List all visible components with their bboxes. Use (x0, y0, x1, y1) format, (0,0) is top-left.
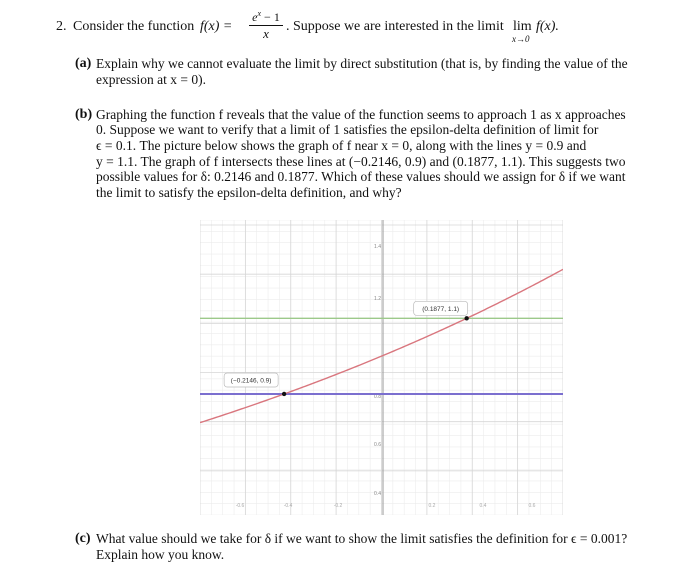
x-tick-label: 0.6 (528, 503, 536, 509)
x-tick-label: 0.4 (479, 503, 487, 509)
part-b-line-6: the limit to satisfy the epsilon-delta definition, and why? (96, 185, 402, 200)
intersection-point (282, 392, 286, 396)
part-a-line-1: Explain why we cannot evaluate the limit by direct substitution (that is, by finding the value of the (96, 56, 628, 71)
part-c-label: (c) (75, 531, 91, 546)
function-lhs: f(x) = (200, 19, 233, 34)
part-c-line-2: Explain how you know. (96, 547, 225, 562)
part-a-line-2: expression at x = 0). (96, 72, 206, 87)
limit-function: f(x). (536, 19, 559, 34)
problem-number: 2. (56, 19, 67, 34)
function-fraction (247, 8, 285, 42)
y-tick-label: 1.4 (374, 244, 381, 250)
x-tick-label: -0.2 (333, 503, 343, 509)
part-b-label: (b) (75, 107, 93, 122)
point-label: (−0.2146, 0.9) (230, 377, 272, 385)
part-c-line-1: What value should we take for δ if we want to show the limit satisfies the definition for ϵ = 0.001? (96, 531, 628, 546)
x-tick-label: -0.6 (235, 503, 245, 509)
problem-intro-continued: . Suppose we are interested in the limit (286, 19, 504, 34)
y-tick-label: 0.6 (374, 442, 381, 448)
part-b-line-3: ϵ = 0.1. The picture below shows the graph of f near x = 0, along with the lines y = 0.9 and (96, 138, 587, 153)
part-b-line-1: Graphing the function f reveals that the value of the function seems to approach 1 as x approaches (96, 107, 626, 122)
fraction-denominator: x (263, 26, 269, 41)
problem-intro: Consider the function (73, 19, 195, 34)
intersection-point (464, 316, 468, 320)
x-tick-label: 0.2 (428, 503, 436, 509)
part-b-line-4: y = 1.1. The graph of f intersects these lines at (−0.2146, 0.9) and (0.1877, 1.1). This suggests two (96, 154, 626, 169)
limit-word: lim (513, 19, 532, 34)
fraction-numerator-exponent: x (257, 9, 262, 18)
point-label: (0.1877, 1.1) (422, 305, 460, 313)
part-b-line-5: possible values for δ: 0.2146 and 0.1877. Which of these values should we assign for δ if we want (96, 169, 626, 184)
y-tick-label: 0.8 (374, 394, 381, 400)
function-graph (200, 220, 563, 515)
part-b-line-2: 0. Suppose we want to verify that a limit of 1 satisfies the epsilon-delta definition of limit for (96, 122, 599, 137)
fraction-numerator-base: e (252, 10, 258, 24)
y-tick-label: 0.4 (374, 491, 381, 497)
part-a-label: (a) (75, 56, 92, 71)
y-tick-label: 1.2 (374, 296, 381, 302)
x-tick-label: -0.4 (283, 503, 293, 509)
limit-subscript: x→0 (512, 34, 530, 44)
fraction-numerator-tail: − 1 (264, 10, 280, 24)
